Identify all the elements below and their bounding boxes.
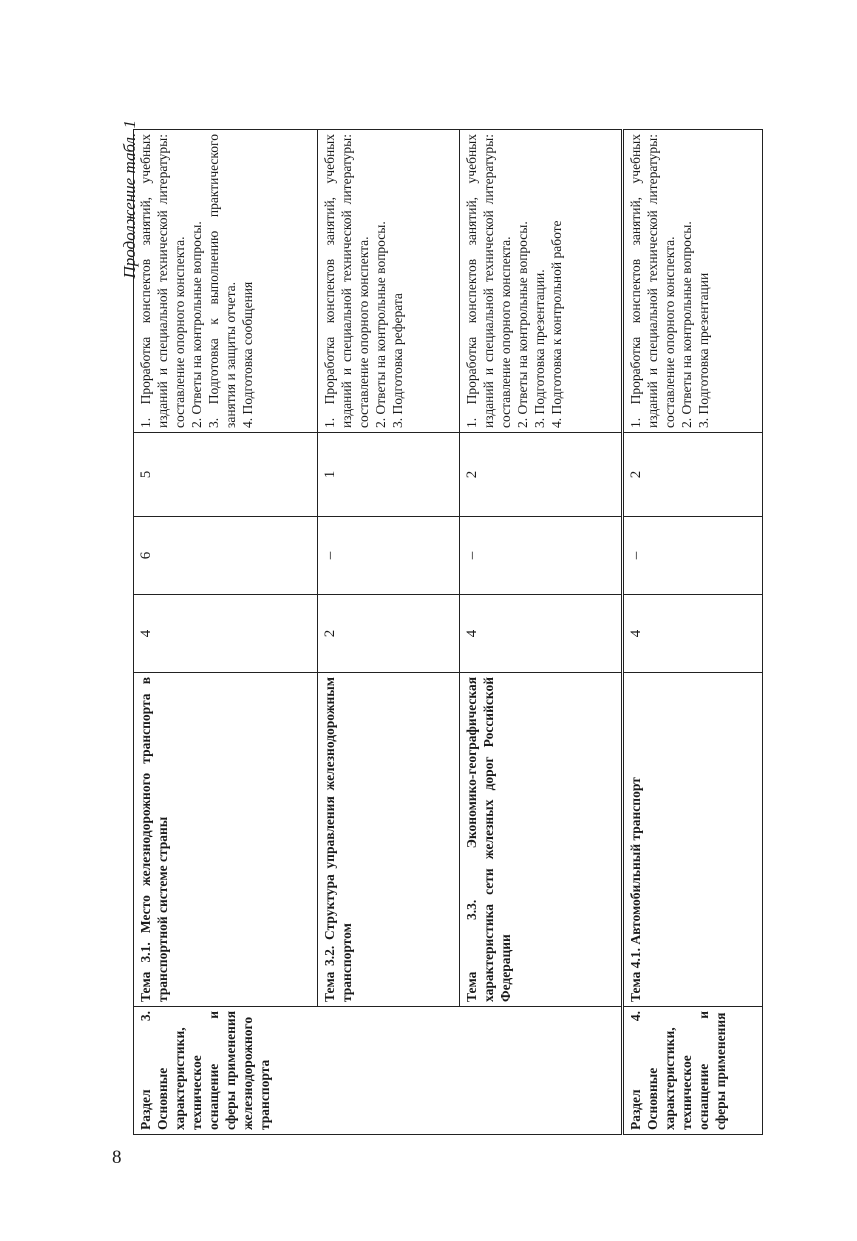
task-item: 2. Ответы на контрольные вопросы. (515, 221, 530, 428)
tasks-cell (460, 130, 623, 433)
table-row (460, 130, 623, 1135)
hours-cell: 1 (318, 433, 460, 517)
hours-cell: 2 (460, 433, 623, 517)
topic-cell: Тема 3.3. Экономико-географическая характеристика сети железных дорог Российской Федерации (460, 673, 623, 1007)
task-item: 2. Ответы на контрольные вопросы. (189, 221, 204, 428)
table-row (318, 130, 460, 1135)
section-cell: Раздел 4. Основные характеристики, техническое оснащение и сферы применения (623, 1007, 763, 1135)
topic-cell: Тема 4.1. Автомобильный транспорт (623, 673, 763, 1007)
hours-cell: 2 (318, 595, 460, 673)
table-row (134, 130, 318, 1135)
task-item: 2. Ответы на контрольные вопросы. (373, 221, 388, 428)
table-row (623, 130, 763, 1135)
task-item: 1. Проработка конспектов занятий, учебных изданий и специальной технической литературы: составление опорного конспекта. (628, 134, 677, 428)
task-item: 3. Подготовка к выполнению практического занятия и защиты отчета. (206, 134, 238, 428)
topic-cell: Тема 3.2. Структура управления железнодорожным транспортом (318, 673, 460, 1007)
task-item: 1. Проработка конспектов занятий, учебных изданий и специальной технической литературы: составление опорного конспекта. (322, 134, 371, 428)
task-item: 3. Подготовка презентации (696, 272, 711, 428)
hours-cell: 2 (623, 433, 763, 517)
tasks-cell (623, 130, 763, 433)
curriculum-table (133, 129, 763, 1135)
page-number: 8 (112, 1147, 122, 1168)
hours-cell: 5 (134, 433, 318, 517)
hours-cell: – (460, 517, 623, 595)
tasks-cell (318, 130, 460, 433)
task-item: 4. Подготовка к контрольной работе (549, 220, 564, 428)
task-item: 2. Ответы на контрольные вопросы. (679, 221, 694, 428)
task-item: 4. Подготовка сообщения (240, 281, 255, 428)
hours-cell: – (318, 517, 460, 595)
topic-cell: Тема 3.1. Место железнодорожного транспорта в транспортной системе страны (134, 673, 318, 1007)
tasks-cell (134, 130, 318, 433)
task-item: 3. Подготовка презентации. (532, 269, 547, 428)
hours-cell: 6 (134, 517, 318, 595)
hours-cell: 4 (134, 595, 318, 673)
hours-cell: – (623, 517, 763, 595)
task-item: 3. Подготовка реферата (390, 293, 405, 428)
hours-cell: 4 (623, 595, 763, 673)
section-cell: Раздел 3. Основные характеристики, техническое оснащение и сферы применения железнодорожного транспорта (134, 1007, 623, 1135)
task-item: 1. Проработка конспектов занятий, учебных изданий и специальной технической литературы: составление опорного конспекта. (138, 134, 187, 428)
hours-cell: 4 (460, 595, 623, 673)
task-item: 1. Проработка конспектов занятий, учебных изданий и специальной технической литературы: составление опорного конспекта. (464, 134, 513, 428)
rotated-page-content (120, 120, 770, 1135)
table-caption: Продолжение табл. 1 (120, 120, 139, 279)
